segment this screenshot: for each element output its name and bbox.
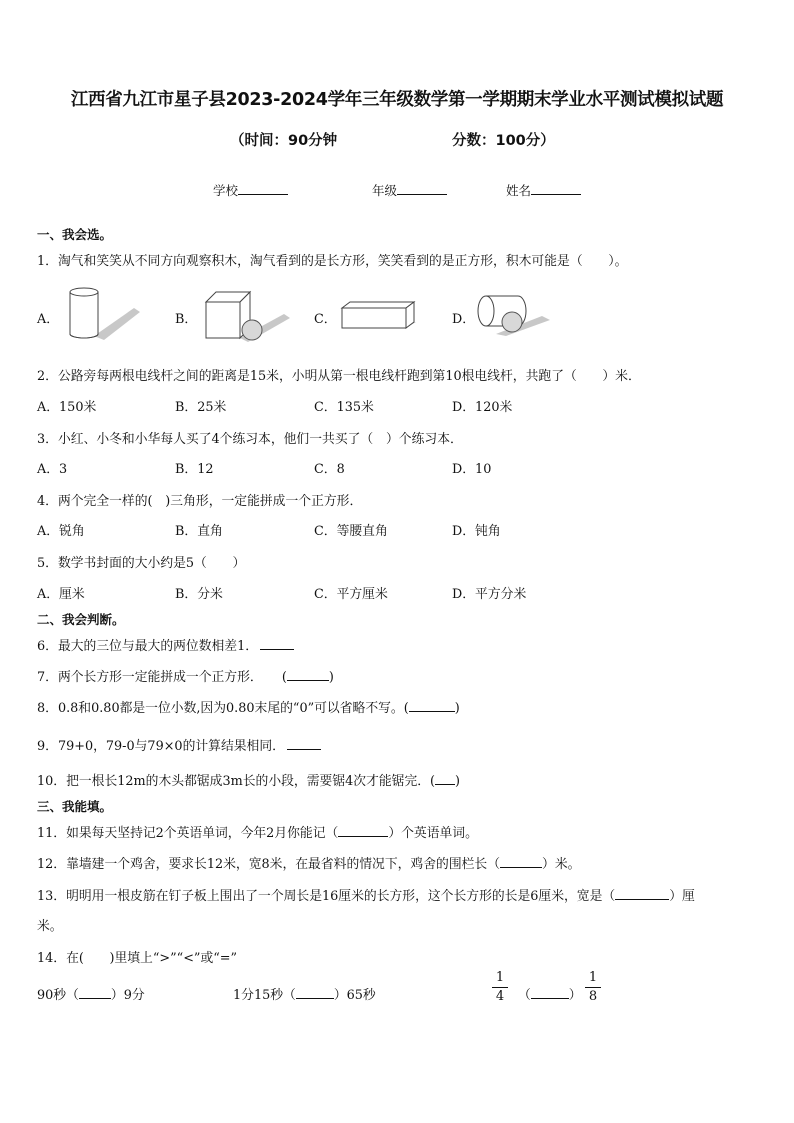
page-title: 江西省九江市星子县2023-2024学年三年级数学第一学期期末学业水平测试模拟试题	[70, 90, 724, 110]
section-heading-fill: 三、我能填。	[37, 799, 113, 814]
q3-option-c[interactable]: C．8	[314, 462, 345, 477]
q13-answer-blank[interactable]	[615, 887, 669, 900]
q1-option-a-label: A．	[37, 312, 60, 327]
cube-with-sphere-icon[interactable]	[200, 288, 292, 344]
q12-text: 12．靠墙建一个鸡舍，要求长12米，宽8米，在最省料的情况下，鸡舍的围栏长（	[37, 857, 501, 872]
q6-answer-blank[interactable]	[260, 637, 294, 650]
q14-p1-left: 90秒（	[37, 988, 79, 1003]
question-13-continued: 米。	[37, 919, 63, 934]
q12-close: ）米。	[542, 857, 581, 872]
section-heading-choice: 一、我会选。	[37, 227, 113, 242]
q14-fraction-1	[492, 970, 508, 1005]
question-13	[37, 885, 695, 904]
q13-text: 13．明明用一根皮筋在钉子板上围出了一个周长是16厘米的长方形，这个长方形的长是6厘米，宽是（	[37, 889, 616, 904]
q12-answer-blank[interactable]	[500, 855, 542, 868]
q9-answer-blank[interactable]	[287, 737, 321, 750]
q4-option-c[interactable]: C．等腰直角	[314, 524, 388, 539]
grade-label: 年级	[372, 183, 398, 198]
school-label: 学校	[213, 183, 239, 198]
q5-option-a[interactable]: A．厘米	[37, 587, 85, 602]
q4-option-a[interactable]: A．锐角	[37, 524, 85, 539]
school-blank[interactable]	[238, 182, 288, 195]
q5-option-b[interactable]: B．分米	[175, 587, 223, 602]
q6-text: 6．最大的三位与最大的两位数相差1．	[37, 639, 259, 654]
q1-option-b-label: B．	[175, 312, 198, 327]
q8-text: 8．0.8和0.80都是一位小数,因为0.80末尾的“0”可以省略不写。(	[37, 701, 409, 716]
grade-blank[interactable]	[397, 182, 447, 195]
q14-f2-numerator: 1	[588, 970, 598, 985]
lying-cylinder-with-sphere-icon[interactable]	[476, 290, 556, 338]
question-6	[37, 635, 294, 654]
q3-option-d[interactable]: D．10	[452, 462, 492, 477]
q2-option-d[interactable]: D．120米	[452, 400, 513, 415]
q1-option-c-label: C．	[314, 312, 337, 327]
question-5: 5．数学书封面的大小约是5（ ）	[37, 556, 246, 571]
question-2: 2．公路旁每两根电线杆之间的距离是15米，小明从第一根电线杆跑到第10根电线杆，共跑了（ ）米．	[37, 369, 641, 384]
q8-answer-blank[interactable]	[409, 699, 455, 712]
q14-part-3	[518, 984, 582, 1003]
q2-option-b[interactable]: B．25米	[175, 400, 227, 415]
question-11	[37, 822, 478, 841]
q5-option-c[interactable]: C．平方厘米	[314, 587, 388, 602]
q3-option-b[interactable]: B．12	[175, 462, 214, 477]
q14-p3-close: ）	[568, 988, 582, 1003]
school-field[interactable]	[213, 181, 288, 199]
q14-p3-blank[interactable]	[531, 986, 569, 999]
q7-close: )	[328, 670, 334, 685]
q14-part-1	[37, 984, 145, 1003]
q14-f1-denominator: 4	[495, 989, 505, 1004]
q10-answer-blank[interactable]	[435, 772, 455, 785]
q10-text: 10．把一根长12m的木头都锯成3m长的小段，需要锯4次才能锯完．(	[37, 774, 436, 789]
q14-p2-left: 1分15秒（	[233, 988, 296, 1003]
q4-option-b[interactable]: B．直角	[175, 524, 223, 539]
question-10	[37, 770, 460, 789]
exam-score: 分数：100分）	[452, 133, 555, 149]
question-1: 1．淘气和笑笑从不同方向观察积木，淘气看到的是长方形，笑笑看到的是正方形，积木可能是（ ）。	[37, 254, 628, 269]
q9-text: 9．79+0，79-0与79×0的计算结果相同．	[37, 739, 285, 754]
q14-part-2	[233, 984, 376, 1003]
q14-p2-blank[interactable]	[296, 986, 334, 999]
q5-option-d[interactable]: D．平方分米	[452, 587, 527, 602]
q4-option-d[interactable]: D．钝角	[452, 524, 501, 539]
q2-option-a[interactable]: A．150米	[37, 400, 97, 415]
name-field[interactable]	[506, 181, 581, 199]
cylinder-icon[interactable]	[64, 284, 144, 342]
question-9	[37, 735, 321, 754]
q1-option-d-label: D．	[452, 312, 476, 327]
section-heading-judge: 二、我会判断。	[37, 612, 125, 627]
q14-p1-blank[interactable]	[79, 986, 111, 999]
q10-close: )	[455, 774, 461, 789]
question-12	[37, 853, 580, 872]
q13-close: ）厘	[669, 889, 695, 904]
question-7	[37, 666, 334, 685]
q11-text: 11．如果每天坚持记2个英语单词，今年2月你能记（	[37, 826, 339, 841]
q14-p2-right: ）65秒	[333, 988, 376, 1003]
q7-text: 7．两个长方形一定能拼成一个正方形． (	[37, 670, 287, 685]
cuboid-icon[interactable]	[336, 298, 420, 334]
grade-field[interactable]	[372, 181, 447, 199]
question-3: 3．小红、小冬和小华每人买了4个练习本，他们一共买了（ ）个练习本．	[37, 432, 463, 447]
q14-f2-denominator: 8	[588, 989, 598, 1004]
q14-p3-open: （	[518, 988, 531, 1003]
fraction-bar	[585, 987, 601, 988]
q11-answer-blank[interactable]	[338, 824, 388, 837]
fraction-bar	[492, 987, 508, 988]
question-8	[37, 697, 460, 716]
q2-option-c[interactable]: C．135米	[314, 400, 374, 415]
name-blank[interactable]	[531, 182, 581, 195]
name-label: 姓名	[506, 183, 532, 198]
q8-close: )	[454, 701, 460, 716]
question-4: 4．两个完全一样的( )三角形，一定能拼成一个正方形．	[37, 494, 363, 509]
exam-time: （时间：90分钟	[230, 133, 338, 149]
q14-fraction-2	[585, 970, 601, 1005]
question-14: 14．在( )里填上“>”“<”或“=”	[37, 951, 238, 966]
q14-f1-numerator: 1	[495, 970, 505, 985]
q11-close: ）个英语单词。	[388, 826, 478, 841]
q3-option-a[interactable]: A．3	[37, 462, 68, 477]
q14-p1-right: ）9分	[110, 988, 145, 1003]
q7-answer-blank[interactable]	[287, 668, 329, 681]
